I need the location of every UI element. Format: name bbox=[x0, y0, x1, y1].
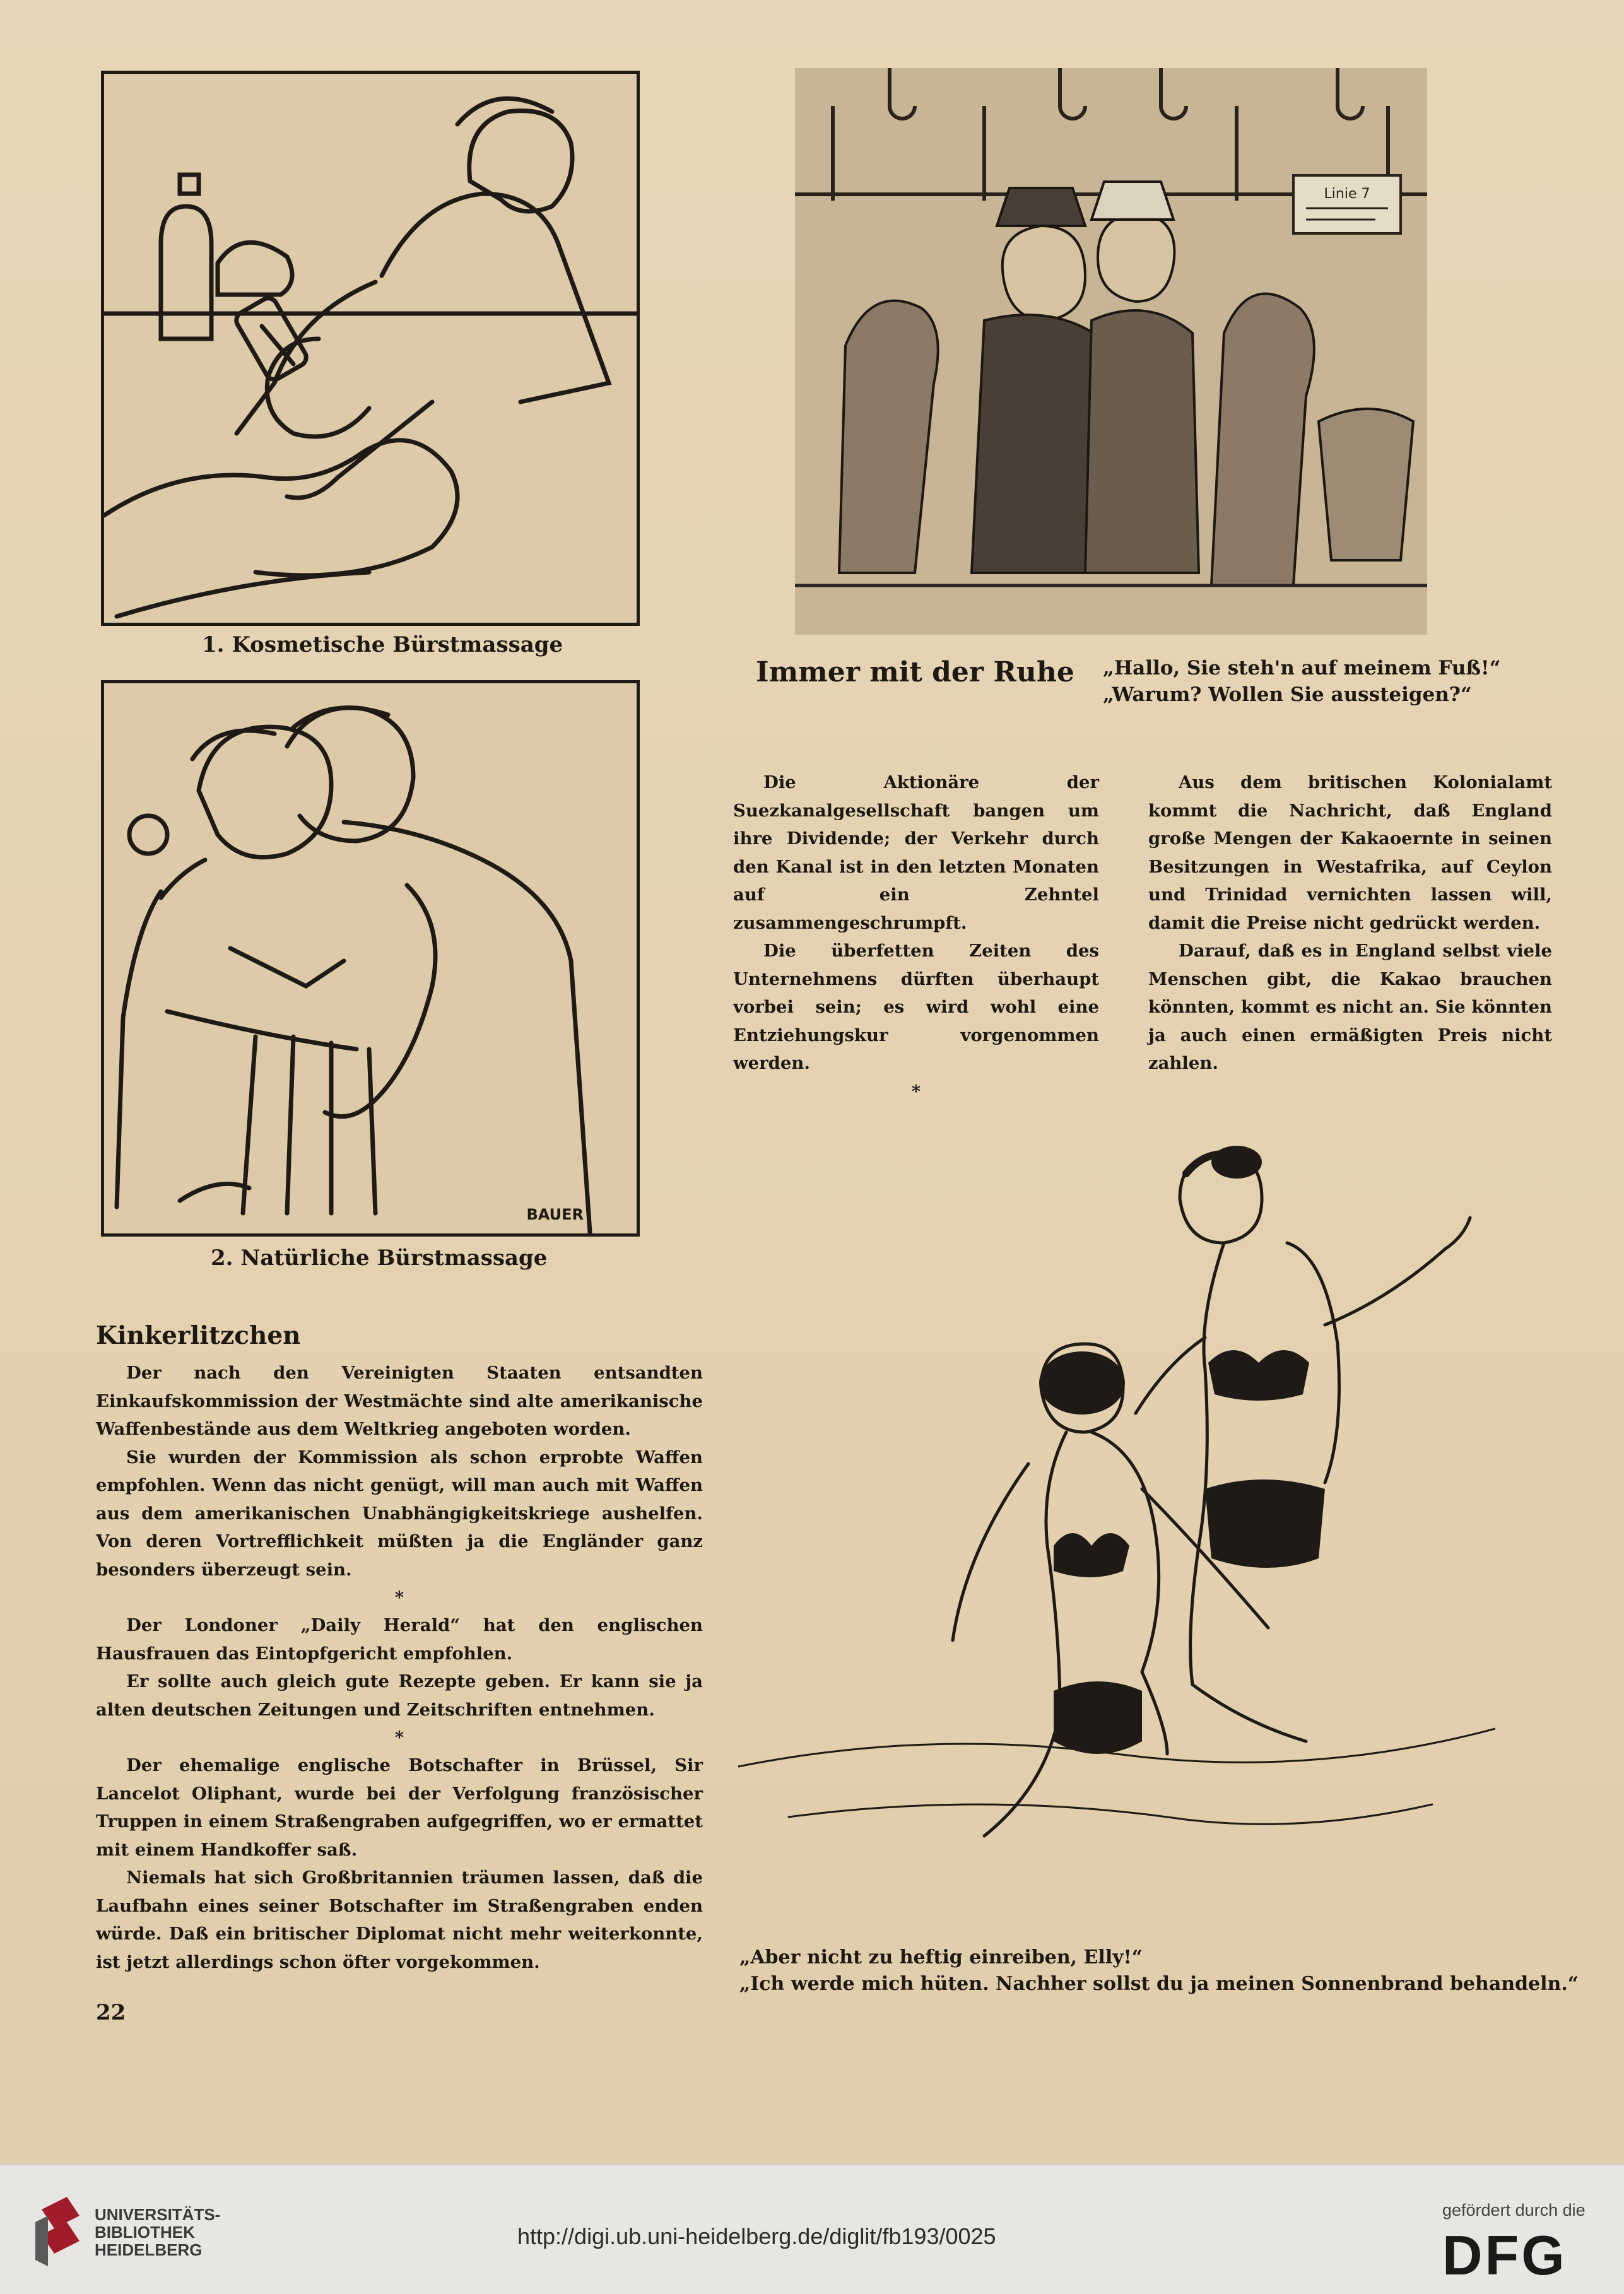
article-paragraph: Darauf, daß es in England selbst viele Menschen gibt, die Kakao brauchen könnten, kommt es nicht an. Sie könnten ja auch einen ermäßigten Preis nicht zahlen. bbox=[1148, 941, 1552, 1073]
article-suez bbox=[733, 768, 1099, 1105]
illustration-cosmetic-brush-massage bbox=[101, 71, 640, 626]
page-number: 22 bbox=[96, 2000, 126, 2025]
article-paragraph: Der Londoner „Daily Herald“ hat den englischen Hausfrauen das Eintopfgericht empfohlen. bbox=[96, 1615, 703, 1664]
cosmetic-massage-drawing bbox=[104, 74, 637, 623]
caption-fig1: 1. Kosmetische Bürstmassage bbox=[202, 632, 563, 657]
tram-sign-text: Linie 7 bbox=[1324, 186, 1370, 202]
section-divider-star: * bbox=[911, 1081, 921, 1102]
viewer-footer bbox=[0, 2164, 1624, 2294]
illustration-natural-brush-massage bbox=[101, 680, 640, 1237]
dfg-logo: DFG bbox=[1442, 2224, 1567, 2286]
illustration-beach-women bbox=[738, 1136, 1495, 1931]
document-url-link[interactable]: http://digi.ub.uni-heidelberg.de/diglit/fb193/0025 bbox=[517, 2223, 996, 2249]
institution-name-line: UNIVERSITÄTS- bbox=[95, 2205, 221, 2224]
beach-quote-line1: „Aber nicht zu heftig einreiben, Elly!“ bbox=[739, 1946, 1143, 1968]
cartoon-title: Immer mit der Ruhe bbox=[756, 656, 1074, 688]
section-divider-star: * bbox=[394, 1587, 404, 1608]
cartoon-tram-illustration bbox=[795, 68, 1427, 635]
article-paragraph: Der nach den Vereinigten Staaten entsandten Einkaufskommission der Westmächte sind alte amerikanische Waffenbestände aus dem Weltkrieg angeboten worden. bbox=[96, 1363, 703, 1439]
caption-fig2: 2. Natürliche Bürstmassage bbox=[211, 1245, 548, 1271]
article-paragraph: Die überfetten Zeiten des Unternehmens dürften überhaupt vorbei sein; es wird wohl eine Entziehungskur vorgenommen werden. bbox=[733, 941, 1099, 1073]
natural-massage-drawing bbox=[104, 683, 637, 1233]
institution-name-line: HEIDELBERG bbox=[95, 2240, 203, 2259]
article-paragraph: Die Aktionäre der Suezkanalgesellschaft bangen um ihre Dividende; der Verkehr durch den Kanal ist in den letzten Monaten auf ein Zehntel zusammengeschrumpft. bbox=[733, 772, 1099, 933]
article-paragraph: Niemals hat sich Großbritannien träumen lassen, daß die Laufbahn eines seiner Botschafter im Straßengraben enden würde. Daß ein britischer Diplomat nicht mehr weiterkonnte, ist jetzt allerdings schon öfter vorgekommen. bbox=[96, 1868, 703, 1972]
section-divider-star: * bbox=[394, 1727, 404, 1748]
beach-drawing bbox=[738, 1136, 1495, 1931]
institution-name-line: BIBLIOTHEK bbox=[95, 2223, 195, 2242]
article-kinkerlitzchen bbox=[96, 1319, 703, 1976]
section-heading: Kinkerlitzchen bbox=[96, 1321, 301, 1350]
beach-quote-line2: „Ich werde mich hüten. Nachher sollst du ja meinen Sonnenbrand behandeln.“ bbox=[739, 1973, 1579, 1995]
cartoon-quote-line1: „Hallo, Sie steh'n auf meinem Fuß!“ bbox=[1103, 657, 1501, 679]
article-paragraph: Aus dem britischen Kolonialamt kommt die Nachricht, daß England große Mengen der Kakaoernte in seinen Besitzungen in Westafrika, auf Ceylon und Trinidad vernichten lassen will, damit die Preise nicht gedrückt werden. bbox=[1148, 772, 1552, 933]
artist-signature: BAUER bbox=[526, 1206, 584, 1223]
cartoon-quote-line2: „Warum? Wollen Sie aussteigen?“ bbox=[1103, 683, 1472, 706]
article-cocoa bbox=[1148, 768, 1552, 1078]
article-paragraph: Er sollte auch gleich gute Rezepte geben. Er kann sie ja alten deutschen Zeitungen und Zeitschriften entnehmen. bbox=[96, 1671, 703, 1720]
funding-note: gefördert durch die bbox=[1442, 2201, 1586, 2220]
article-paragraph: Sie wurden der Kommission als schon erprobte Waffen empfohlen. Wenn das nicht genügt, will man auch mit Waffen aus dem amerikanischen Unabhängigkeitskriege aushelfen. Von deren Vortrefflichkeit müßten ja die Engländer ganz besonders überzeugt sein. bbox=[96, 1447, 703, 1580]
article-paragraph: Der ehemalige englische Botschafter in Brüssel, Sir Lancelot Oliphant, wurde bei der Verfolgung französischer Truppen in einem Straßengraben aufgegriffen, wo er ermattet mit einem Handkoffer saß. bbox=[96, 1755, 703, 1860]
institution-name bbox=[95, 2206, 220, 2259]
tram-passengers-drawing bbox=[795, 68, 1427, 635]
university-library-logo-icon bbox=[35, 2197, 86, 2266]
